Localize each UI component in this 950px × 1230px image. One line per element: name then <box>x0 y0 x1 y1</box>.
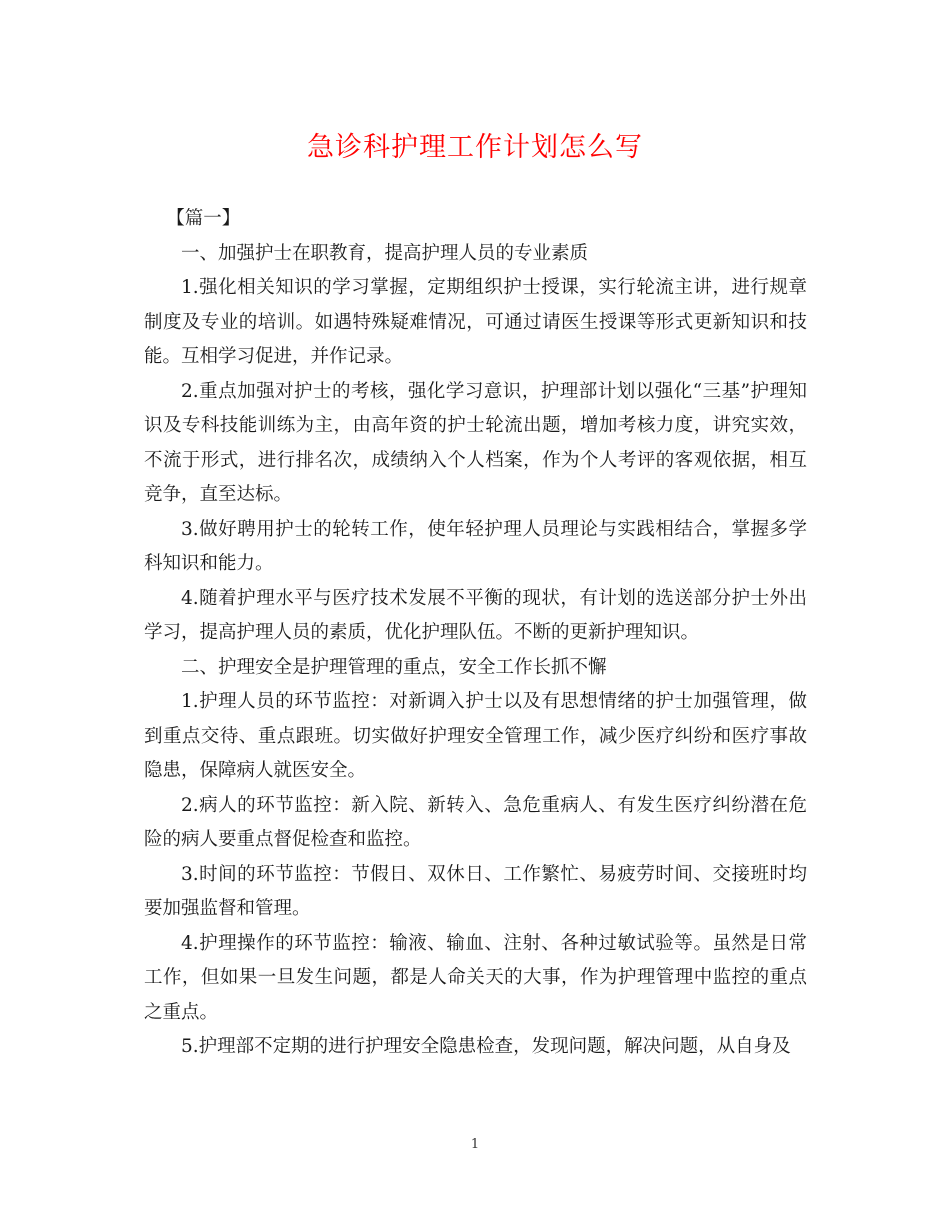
paragraph: 4.随着护理水平与医疗技术发展不平衡的现状，有计划的选送部分护士外出学习，提高护理人员的素质，优化护理队伍。不断的更新护理知识。 <box>144 587 807 643</box>
section-tag: 【篇一】 <box>166 208 241 229</box>
section-heading-1: 一、加强护士在职教育，提高护理人员的专业素质 <box>181 242 589 264</box>
section-heading-2: 二、护理安全是护理管理的重点，安全工作长抓不懈 <box>181 656 607 678</box>
paragraph: 3.做好聘用护士的轮转工作，使年轻护理人员理论与实践相结合，掌握多学科知识和能力。 <box>144 518 807 574</box>
paragraph: 4.护理操作的环节监控：输液、输血、注射、各种过敏试验等。虽然是日常工作，但如果一旦发生问题，都是人命关天的大事，作为护理管理中监控的重点之重点。 <box>144 932 807 1023</box>
paragraph: 5.护理部不定期的进行护理安全隐患检查，发现问题，解决问题，从自身及 <box>181 1036 791 1057</box>
paragraph: 1.强化相关知识的学习掌握，定期组织护士授课，实行轮流主讲，进行规章制度及专业的培训。如遇特殊疑难情况，可通过请医生授课等形式更新知识和技能。互相学习促进，并作记录。 <box>144 277 807 367</box>
document-body <box>144 202 807 1065</box>
paragraph: 1.护理人员的环节监控：对新调入护士以及有思想情绪的护士加强管理，做到重点交待、重点跟班。切实做好护理安全管理工作，减少医疗纠纷和医疗事故隐患，保障病人就医安全。 <box>144 691 807 781</box>
document-title: 急诊科护理工作计划怎么写 <box>307 132 643 163</box>
page-number: 1 <box>470 1137 480 1152</box>
paragraph: 2.重点加强对护士的考核，强化学习意识，护理部计划以强化“三基”护理知识及专科技能训练为主，由高年资的护士轮流出题，增加考核力度，讲究实效，不流于形式，进行排名次，成绩纳入个人档案，作为个人考评的客观依据，相互竞争，直至达标。 <box>144 380 807 505</box>
paragraph: 3.时间的环节监控：节假日、双休日、工作繁忙、易疲劳时间、交接班时均要加强监督和管理。 <box>144 863 807 919</box>
paragraph: 2.病人的环节监控：新入院、新转入、急危重病人、有发生医疗纠纷潜在危险的病人要重点督促检查和监控。 <box>144 794 807 850</box>
